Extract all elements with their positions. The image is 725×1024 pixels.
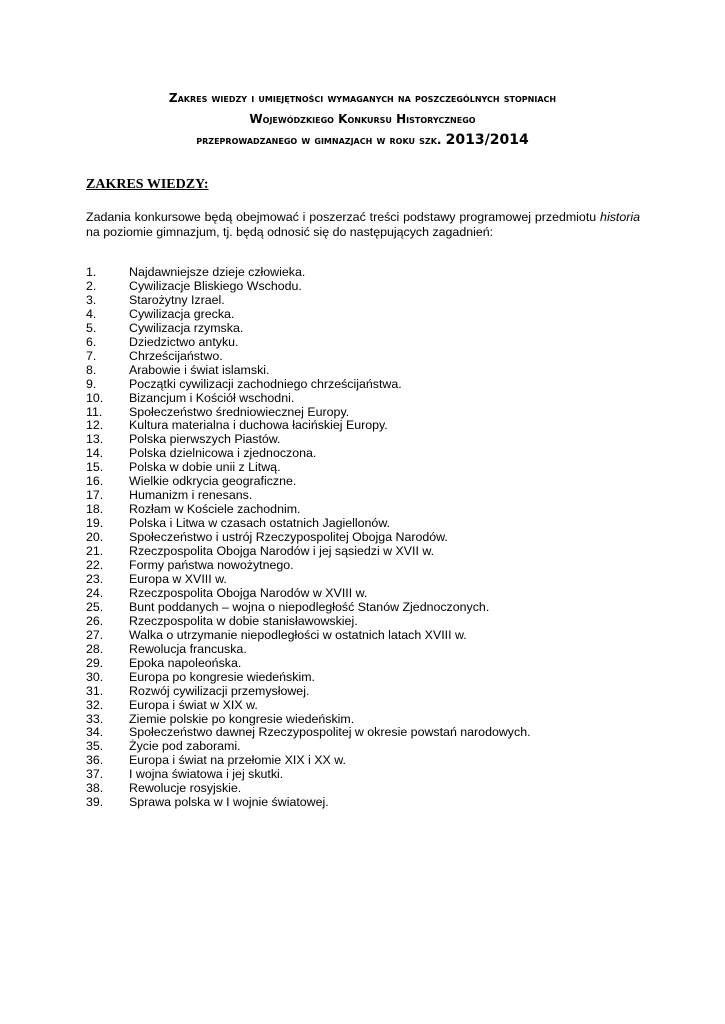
list-item-text: Życie pod zaborami. bbox=[129, 739, 241, 754]
list-item-text: Rzeczpospolita Obojga Narodów i jej sąsiedzi w XVII w. bbox=[129, 544, 435, 559]
list-item-number: 3. bbox=[86, 292, 97, 307]
list-item-number: 28. bbox=[86, 641, 104, 656]
list-item-number: 7. bbox=[86, 348, 97, 363]
list-item bbox=[86, 461, 531, 475]
list-item bbox=[86, 517, 531, 531]
list-item-number: 19. bbox=[86, 516, 104, 531]
list-item-number: 37. bbox=[86, 767, 104, 782]
list-item-text: Wielkie odkrycia geograficzne. bbox=[129, 474, 297, 489]
list-item-number: 16. bbox=[86, 474, 104, 489]
list-item bbox=[86, 559, 531, 573]
list-item-text: Arabowie i świat islamski. bbox=[129, 362, 270, 377]
list-item-text: Społeczeństwo i ustrój Rzeczypospolitej Obojga Narodów. bbox=[129, 530, 448, 545]
list-item bbox=[86, 796, 531, 810]
list-item-number: 23. bbox=[86, 571, 104, 586]
list-item-number: 39. bbox=[86, 795, 104, 810]
school-year: 2013/2014 bbox=[445, 132, 529, 148]
list-item-number: 30. bbox=[86, 669, 104, 684]
list-item bbox=[86, 643, 531, 657]
list-item-text: Humanizm i renesans. bbox=[129, 488, 253, 503]
list-item bbox=[86, 447, 531, 461]
list-item-number: 33. bbox=[86, 711, 104, 726]
list-item-number: 9. bbox=[86, 376, 97, 391]
list-item bbox=[86, 475, 531, 489]
list-item-text: Rozwój cywilizacji przemysłowej. bbox=[129, 683, 310, 698]
list-item-number: 5. bbox=[86, 320, 97, 335]
list-item-text: Polska i Litwa w czasach ostatnich Jagiellonów. bbox=[129, 516, 391, 531]
list-item-text: I wojna światowa i jej skutki. bbox=[129, 767, 284, 782]
list-item bbox=[86, 587, 531, 601]
list-item bbox=[86, 322, 531, 336]
list-item-number: 36. bbox=[86, 753, 104, 768]
list-item bbox=[86, 713, 531, 727]
list-item bbox=[86, 280, 531, 294]
topics-list bbox=[86, 266, 531, 810]
list-item bbox=[86, 629, 531, 643]
list-item bbox=[86, 364, 531, 378]
list-item-text: Walka o utrzymanie niepodległości w ostatnich latach XVIII w. bbox=[129, 627, 467, 642]
list-item-number: 12. bbox=[86, 418, 104, 433]
intro-paragraph bbox=[86, 210, 640, 240]
list-item bbox=[86, 433, 531, 447]
list-item bbox=[86, 294, 531, 308]
list-item bbox=[86, 782, 531, 796]
list-item bbox=[86, 406, 531, 420]
list-item-text: Kultura materialna i duchowa łacińskiej Europy. bbox=[129, 418, 388, 433]
list-item bbox=[86, 545, 531, 559]
list-item-text: Sprawa polska w I wojnie światowej. bbox=[129, 795, 329, 810]
list-item bbox=[86, 685, 531, 699]
title-line-2: Wojewódzkiego Konkursu Historycznego bbox=[249, 112, 476, 126]
list-item bbox=[86, 489, 531, 503]
section-heading: ZAKRES WIEDZY: bbox=[86, 177, 209, 192]
list-item bbox=[86, 336, 531, 350]
list-item-number: 11. bbox=[86, 404, 103, 419]
list-item-number: 35. bbox=[86, 739, 104, 754]
list-item-text: Polska w dobie unii z Litwą. bbox=[129, 460, 281, 475]
list-item-text: Bunt poddanych – wojna o niepodległość Stanów Zjednoczonych. bbox=[129, 599, 490, 614]
list-item-text: Bizancjum i Kościół wschodni. bbox=[129, 390, 295, 405]
list-item-text: Europa w XVIII w. bbox=[129, 571, 227, 586]
list-item-number: 21. bbox=[86, 544, 104, 559]
list-item-text: Rewolucja francuska. bbox=[129, 641, 247, 656]
list-item bbox=[86, 378, 531, 392]
list-item-number: 14. bbox=[86, 446, 104, 461]
list-item-text: Europa po kongresie wiedeńskim. bbox=[129, 669, 315, 684]
list-item-number: 26. bbox=[86, 613, 104, 628]
list-item bbox=[86, 350, 531, 364]
list-item-text: Epoka napoleońska. bbox=[129, 655, 242, 670]
list-item bbox=[86, 726, 531, 740]
list-item bbox=[86, 601, 531, 615]
list-item-number: 24. bbox=[86, 585, 104, 600]
title-line-3-text: przeprowadzanego w gimnazjach w roku szk. bbox=[196, 133, 446, 147]
list-item-text: Chrześcijaństwo. bbox=[129, 348, 223, 363]
list-item-number: 4. bbox=[86, 306, 97, 321]
list-item-text: Rewolucje rosyjskie. bbox=[129, 781, 242, 796]
list-item-text: Dziedzictwo antyku. bbox=[129, 334, 239, 349]
list-item bbox=[86, 531, 531, 545]
list-item-text: Europa i świat w XIX w. bbox=[129, 697, 258, 712]
list-item-number: 8. bbox=[86, 362, 97, 377]
list-item-number: 38. bbox=[86, 781, 104, 796]
list-item bbox=[86, 615, 531, 629]
title-line-3 bbox=[60, 130, 665, 151]
list-item bbox=[86, 392, 531, 406]
list-item-text: Starożytny Izrael. bbox=[129, 292, 225, 307]
list-item bbox=[86, 308, 531, 322]
list-item-text: Cywilizacja rzymska. bbox=[129, 320, 244, 335]
list-item-number: 22. bbox=[86, 558, 104, 573]
list-item-number: 1. bbox=[86, 265, 97, 279]
list-item-number: 32. bbox=[86, 697, 104, 712]
list-item-number: 17. bbox=[86, 488, 104, 503]
list-item bbox=[86, 754, 531, 768]
list-item-number: 10. bbox=[86, 390, 104, 405]
list-item-text: Cywilizacje Bliskiego Wschodu. bbox=[129, 278, 302, 293]
list-item bbox=[86, 671, 531, 685]
list-item-text: Rzeczpospolita w dobie stanisławowskiej. bbox=[129, 613, 358, 628]
list-item-number: 29. bbox=[86, 655, 104, 670]
list-item bbox=[86, 503, 531, 517]
list-item bbox=[86, 740, 531, 754]
list-item-number: 2. bbox=[86, 278, 97, 293]
list-item-text: Polska dzielnicowa i zjednoczona. bbox=[129, 446, 317, 461]
list-item-text: Społeczeństwo średniowiecznej Europy. bbox=[129, 404, 350, 419]
intro-before: Zadania konkursowe będą obejmować i poszerzać treści podstawy programowej przedmiotu bbox=[86, 210, 601, 224]
list-item-number: 31. bbox=[86, 683, 104, 698]
list-item-number: 20. bbox=[86, 530, 104, 545]
list-item-text: Cywilizacja grecka. bbox=[129, 306, 235, 321]
list-item bbox=[86, 699, 531, 713]
list-item-text: Formy państwa nowożytnego. bbox=[129, 558, 294, 573]
list-item bbox=[86, 657, 531, 671]
list-item-text: Początki cywilizacji zachodniego chrześcijaństwa. bbox=[129, 376, 402, 391]
list-item-text: Rzeczpospolita Obojga Narodów w XVIII w. bbox=[129, 585, 368, 600]
document-title bbox=[60, 88, 665, 151]
list-item-number: 6. bbox=[86, 334, 97, 349]
list-item-text: Ziemie polskie po kongresie wiedeńskim. bbox=[129, 711, 355, 726]
list-item-number: 27. bbox=[86, 627, 104, 642]
list-item bbox=[86, 266, 531, 280]
list-item-number: 34. bbox=[86, 725, 104, 740]
intro-emphasis: historia bbox=[600, 210, 640, 224]
list-item-text: Rozłam w Kościele zachodnim. bbox=[129, 502, 301, 517]
list-item-text: Polska pierwszych Piastów. bbox=[129, 432, 281, 447]
list-item bbox=[86, 768, 531, 782]
list-item-text: Europa i świat na przełomie XIX i XX w. bbox=[129, 753, 346, 768]
list-item-text: Najdawniejsze dzieje człowieka. bbox=[129, 265, 306, 279]
intro-after: na poziomie gimnazjum, tj. będą odnosić się do następujących zagadnień: bbox=[86, 225, 494, 239]
list-item-number: 13. bbox=[86, 432, 104, 447]
list-item-number: 18. bbox=[86, 502, 104, 517]
list-item bbox=[86, 419, 531, 433]
list-item-number: 25. bbox=[86, 599, 104, 614]
title-line-1: Zakres wiedzy i umiejętności wymaganych na poszczególnych stopniach bbox=[168, 91, 557, 105]
list-item-text: Społeczeństwo dawnej Rzeczypospolitej w okresie powstań narodowych. bbox=[129, 725, 531, 740]
list-item bbox=[86, 573, 531, 587]
list-item-number: 15. bbox=[86, 460, 104, 475]
